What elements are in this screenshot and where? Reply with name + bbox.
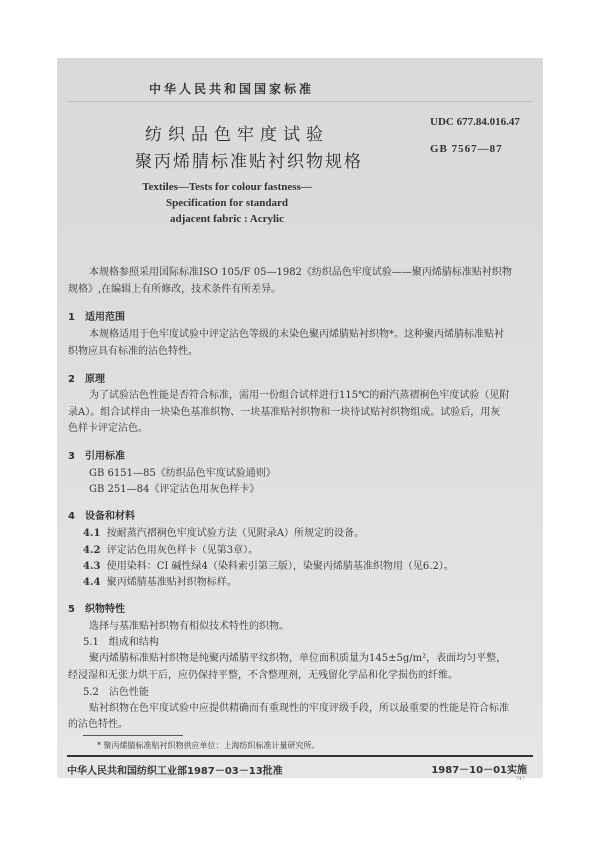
subsection-5-2-heading: 5.2 沾色性能	[83, 687, 149, 698]
footer-divider	[67, 755, 533, 757]
reference-standard-1: GB 6151—85《纺织品色牢度试验通则》	[89, 468, 276, 479]
item-number: 4.1	[83, 528, 101, 539]
section-3-heading: 3 引用标准	[68, 451, 125, 462]
section-2-line-3: 色样卡评定沾色。	[68, 423, 148, 434]
subsection-5-2-line-2: 的沾色特性。	[68, 719, 128, 730]
section-4-heading: 4 设备和材料	[68, 511, 135, 522]
item-4-1	[83, 527, 364, 540]
national-standard-label: 中华人民共和国国家标准	[149, 82, 315, 96]
intro-line-2: 规格》,在编辑上有所修改，技术条件有所差异。	[68, 284, 282, 295]
reference-standard-2: GB 251—84《评定沾色用灰色样卡》	[89, 484, 260, 495]
item-4-4	[83, 576, 237, 589]
item-text: 按耐蒸汽褶裥色牢度试验方法（见附录A）所规定的设备。	[106, 528, 364, 539]
english-title-line-1: Textiles—Tests for colour fastness—	[142, 181, 312, 193]
item-text: 评定沾色用灰色样卡（见第3章）。	[106, 545, 259, 556]
effective-date: 1987－10－01实施	[431, 765, 527, 776]
subsection-5-1-heading: 5.1 组成和结构	[83, 637, 159, 648]
section-2-heading: 2 原理	[68, 374, 105, 385]
udc-code: UDC 677.84.016.47	[430, 116, 520, 128]
header-divider	[67, 101, 533, 102]
footnote-divider	[83, 735, 183, 736]
section-2-line-1: 为了试验沾色性能是否符合标准，需用一份组合试样进行115℃的耐汽蒸褶裥色牢度试验（见附	[89, 390, 510, 401]
section-1-line-1: 本规格适用于色牢度试验中评定沾色等级的未染色聚丙烯腈贴衬织物*。这种聚丙烯腈标准贴衬	[89, 329, 504, 340]
item-number: 4.4	[83, 577, 101, 588]
item-text: 使用染料：CI 碱性绿4（染料索引第三版），染聚丙烯腈基准织物用（见6.2）。	[106, 561, 454, 572]
subsection-5-1-line-1: 聚丙烯腈标准贴衬织物是纯聚丙烯腈平纹织物，单位面积质量为145±5g/m²，表面均匀平整，	[89, 653, 507, 664]
item-4-2	[83, 544, 258, 557]
english-title-line-2: Specification for standard	[165, 197, 289, 209]
subsection-5-1-line-2: 经浸湿和无张力烘干后，应仍保持平整，不含整理剂，无残留化学品和化学损伤的纤维。	[68, 670, 458, 681]
item-4-3	[83, 560, 454, 573]
subsection-5-2-line-1: 贴衬织物在色牢度试验中应提供精确而有重现性的牢度评级手段，所以最重要的性能是符合标准	[89, 703, 509, 714]
item-number: 4.2	[83, 545, 101, 556]
section-5-intro: 选择与基准贴衬织物有相似技术特性的织物。	[89, 621, 289, 632]
item-number: 4.3	[83, 561, 101, 572]
standard-number: GB 7567—87	[430, 143, 503, 155]
section-1-heading: 1 适用范围	[68, 312, 125, 323]
section-1-line-2: 织物应具有标准的沾色特性。	[68, 346, 198, 357]
title-line-2: 聚丙烯腈标准贴衬织物规格	[135, 152, 363, 172]
section-2-line-2: 录A）。组合试样由一块染色基准织物、一块基准贴衬织物和一块待试贴衬织物组成。试验后，用灰	[68, 407, 501, 418]
section-5-heading: 5 织物特性	[68, 604, 125, 615]
title-line-1: 纺织品色牢度试验	[145, 125, 329, 145]
page-number: 747	[515, 776, 525, 782]
approval-date: 中华人民共和国纺织工业部1987－03－13批准	[67, 766, 283, 777]
footnote: * 聚丙烯腈标准贴衬织物供应单位：上海纺织标准计量研究所。	[97, 741, 320, 750]
item-text: 聚丙烯腈基准贴衬织物标样。	[106, 577, 237, 588]
document-page	[57, 58, 543, 782]
english-title-line-3: adjacent fabric : Acrylic	[170, 213, 284, 225]
intro-line-1: 本规格参照采用国际标准ISO 105/F 05—1982《纺织品色牢度试验——聚丙烯腈标准贴衬织物	[89, 267, 512, 278]
